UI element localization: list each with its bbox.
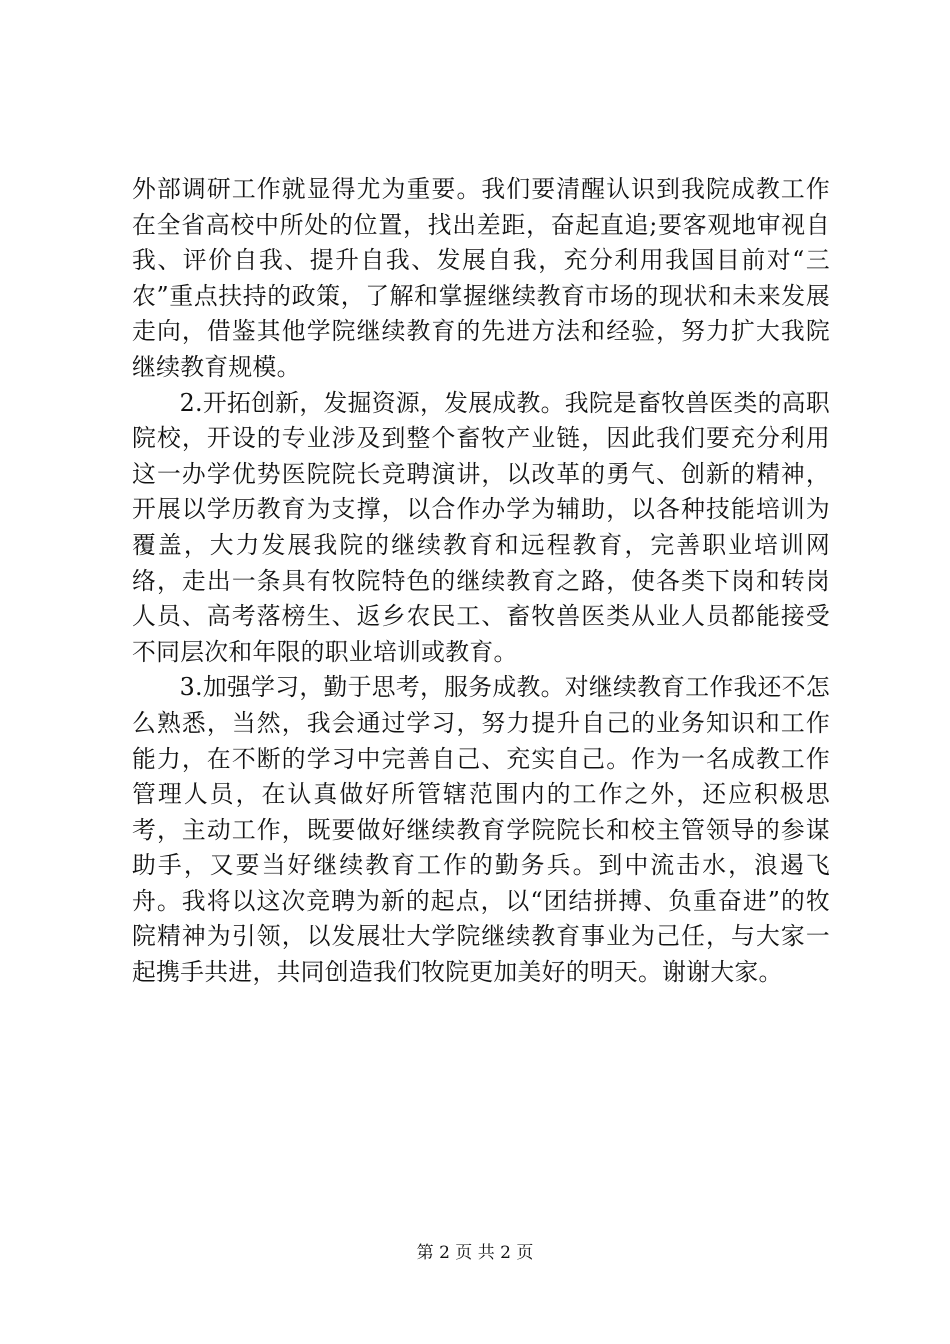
page-footer: 第 2 页 共 2 页 <box>416 1243 534 1263</box>
document-body <box>132 172 830 991</box>
paragraph-continuation: 外部调研工作就显得尤为重要。我们要清醒认识到我院成教工作在全省高校中所处的位置，找出差距，奋起直追;要客观地审视自我、评价自我、提升自我、发展自我，充分利用我国目前对“三农”重点扶持的政策，了解和掌握继续教育市场的现状和未来发展走向，借鉴其他学院继续教育的先进方法和经验，努力扩大我院继续教育规模。 <box>132 175 830 381</box>
paragraph-item-2: 2.开拓创新，发掘资源，发展成教。我院是畜牧兽医类的高职院校，开设的专业涉及到整个畜牧产业链，因此我们要充分利用这一办学优势医院院长竞聘演讲，以改革的勇气、创新的精神，开展以学历教育为支撑，以合作办学为辅助，以各种技能培训为覆盖，大力发展我院的继续教育和远程教育，完善职业培训网络，走出一条具有牧院特色的继续教育之路，使各类下岗和转岗人员、高考落榜生、返乡农民工、畜牧兽医类从业人员都能接受不同层次和年限的职业培训或教育。 <box>132 388 830 666</box>
paragraph-item-3: 3.加强学习，勤于思考，服务成教。对继续教育工作我还不怎么熟悉，当然，我会通过学习，努力提升自己的业务知识和工作能力，在不断的学习中完善自己、充实自己。作为一名成教工作管理人员，在认真做好所管辖范围内的工作之外，还应积极思考，主动工作，既要做好继续教育学院院长和校主管领导的参谋助手，又要当好继续教育工作的勤务兵。到中流击水，浪遏飞舟。我将以这次竞聘为新的起点，以“团结拼搏、负重奋进”的牧院精神为引领，以发展壮大学院继续教育事业为己任，与大家一起携手共进，共同创造我们牧院更加美好的明天。谢谢大家。 <box>132 673 830 987</box>
